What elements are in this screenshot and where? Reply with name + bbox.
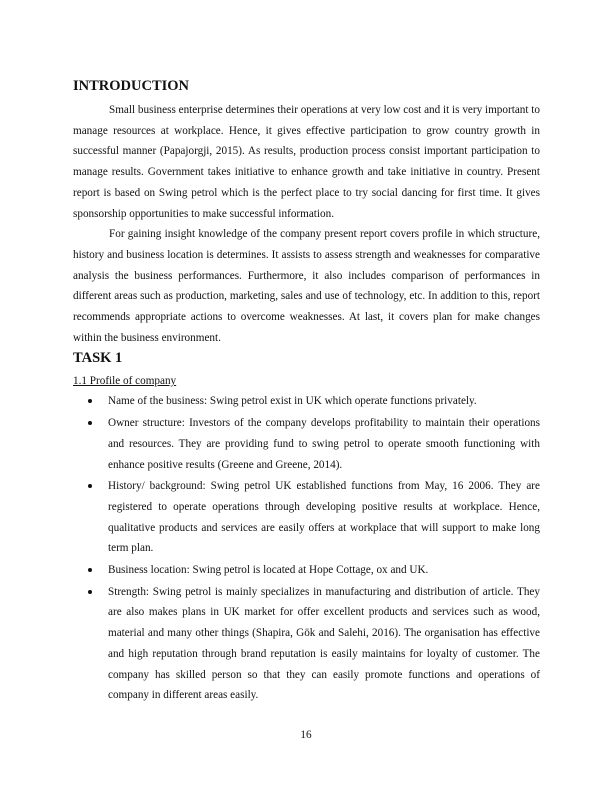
profile-subheading: 1.1 Profile of company: [73, 375, 177, 388]
page-content: [73, 76, 540, 707]
list-item: [73, 413, 540, 475]
bullet-icon: [88, 399, 92, 403]
list-item: [73, 391, 540, 412]
bullet-text: Business location: Swing petrol is located at Hope Cottage, ox and UK.: [108, 564, 429, 577]
list-item: [73, 582, 540, 706]
bullet-text: Strength: Swing petrol is mainly specializes in manufacturing and distribution of article. They are also makes plans in UK market for offer excellent products and services such as wood, material and many other things (Shapira, Gök and Salehi, 2016). The organisation has effective and high reputation through brand reputation is easily maintains for loyalty of customer. The company has skilled person so that they can easily promote functions and operations of company in different areas easily.: [108, 585, 540, 702]
list-item: [73, 476, 540, 559]
bullet-text: Name of the business: Swing petrol exist in UK which operate functions privately.: [108, 395, 477, 408]
page-number: 16: [300, 729, 312, 741]
introduction-heading: INTRODUCTION: [73, 78, 190, 94]
bullet-icon: [88, 590, 92, 594]
bullet-icon: [88, 568, 92, 572]
list-item: [73, 560, 540, 581]
task1-heading: TASK 1: [73, 350, 123, 367]
introduction-paragraph-1: Small business enterprise determines their operations at very low cost and it is very important to manage resources at workplace. Hence, it gives effective participation to grow country growth in successful manner (Papajorgji, 2015). As results, production process consist important participation to manage results. Government takes initiative to enhance growth and take initiative in country. Present report is based on Swing petrol which is the perfect place to try social dancing for first time. It gives sponsorship opportunities to make successful information.: [73, 104, 540, 220]
introduction-paragraph-2: For gaining insight knowledge of the company present report covers profile in which structure, history and business location is determines. It assists to assess strength and weaknesses for comparative analysis the business performances. Furthermore, it also includes comparison of performances in different areas such as production, marketing, sales and use of technology, etc. In addition to this, report recommends appropriate actions to overcome weaknesses. At last, it covers plan for make changes within the business environment.: [73, 228, 540, 344]
bullet-icon: [88, 421, 92, 425]
bullet-icon: [88, 484, 92, 488]
bullet-text: Owner structure: Investors of the company develops profitability to maintain their operations and resources. They are providing fund to swing petrol to operate smooth functioning with enhance positive results (Greene and Greene, 2014).: [108, 417, 540, 471]
bullet-text: History/ background: Swing petrol UK established functions from May, 16 2006. They are registered to operate operations through developing positive results at workplace. Hence, qualitative products and services are easily offers at workplace that will support to make long term plan.: [108, 480, 540, 555]
profile-bullet-list: [73, 391, 540, 706]
